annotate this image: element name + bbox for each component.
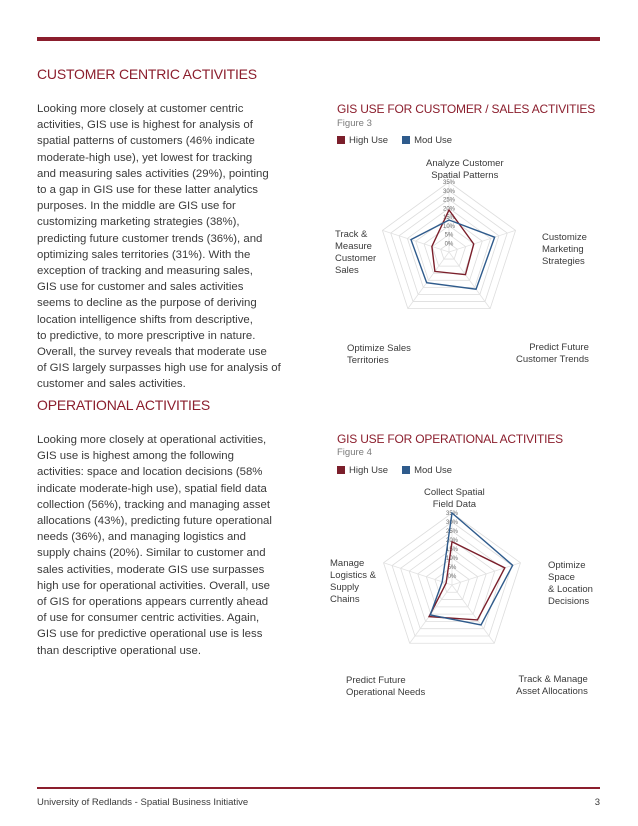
axis-label-track-assets: Track & Manage Asset Allocations (516, 674, 588, 697)
tick-label: 35% (445, 511, 459, 517)
axis-label-track-sales: Track & Measure Customer Sales (335, 229, 377, 276)
spoke-line (452, 563, 520, 585)
tick-label: 10% (442, 223, 456, 230)
footer-text: University of Redlands - Spatial Business Initiative (37, 797, 249, 808)
figure3-subtitle: Figure 3 (337, 118, 372, 129)
tick-label: 20% (445, 538, 459, 544)
tick-label: 35% (442, 180, 456, 186)
legend-high-use: High Use (337, 465, 388, 476)
tick-label: 5% (444, 232, 454, 239)
tick-label: 0% (444, 241, 454, 248)
axis-label-customize-marketing: Customize Marketing Strategies (542, 232, 587, 267)
tick-label: 30% (445, 520, 459, 526)
tick-label: 20% (442, 206, 456, 213)
tick-label: 15% (442, 215, 456, 221)
bottom-rule (37, 787, 600, 789)
tick-label: 0% (447, 574, 457, 580)
customer-paragraph: Looking more closely at customer centric activities, GIS use is highest for analysis of spatial patterns of customers (46% indicate moderate-high use), yet lowest for tracking and measuring sales activities (29%), pointing to a gap in GIS use for these latter analytics purposes. In the middle are GIS use for customizing marketing strategies (38%), predicting future customer trends (36%), and optimizing sales territories (31%). With the exception of tracking and measuring sales, GIS use for customer and sales activities seems to decline as the purpose of deriving location intelligence shifts from descriptive, to predictive, to more prescriptive in nature. Overall, the survey reveals that moderate use of GIS largely surpasses high use for analysis of customer and sales activities. (37, 103, 281, 391)
legend-mod-use: Mod Use (402, 135, 452, 146)
tick-label: 30% (442, 188, 456, 195)
axis-label-analyze-customer: Analyze Customer Spatial Patterns (426, 158, 504, 181)
legend-high-use: High Use (337, 135, 388, 146)
tick-label: 15% (445, 547, 459, 553)
tick-label: 25% (445, 529, 459, 535)
tick-label: 10% (445, 556, 459, 562)
tick-label: 5% (447, 565, 457, 571)
page-number: 3 (594, 797, 600, 808)
axis-label-predict-operational: Predict Future Operational Needs (346, 675, 426, 698)
axis-label-collect-field-data: Collect Spatial Field Data (424, 487, 485, 510)
section-heading-operational: OPERATIONAL ACTIVITIES (37, 397, 210, 413)
axis-label-optimize-space: Optimize Space & Location Decisions (548, 560, 593, 607)
operational-paragraph: Looking more closely at operational activities, GIS use is highest among the following activities: space and location decisions (58% indicate moderate-high use), spatial field data collection (56%), tracking and managing asset allocations (43%), predicting future operational needs (36%), and managing logistics and supply chains (20%). Similar to customer and sales activities, moderate GIS use surpasses high use for operational activities. Overall, use of GIS for operations appears currently ahead of use for consumer centric activities. Again, GIS use for predictive operational use is less than descriptive operational use. (37, 434, 272, 657)
legend-mod-use: Mod Use (402, 465, 452, 476)
axis-label-predict-customer: Predict Future Customer Trends (516, 342, 589, 365)
axis-label-manage-logistics: Manage Logistics & Supply Chains (330, 558, 376, 605)
figure4-subtitle: Figure 4 (337, 447, 372, 458)
figure4-title: GIS USE FOR OPERATIONAL ACTIVITIES (337, 432, 563, 446)
tick-label: 25% (442, 197, 456, 204)
axis-label-optimize-sales: Optimize Sales Territories (347, 343, 411, 366)
section-heading-customer: CUSTOMER CENTRIC ACTIVITIES (37, 66, 257, 82)
figure3-title: GIS USE FOR CUSTOMER / SALES ACTIVITIES (337, 102, 596, 116)
